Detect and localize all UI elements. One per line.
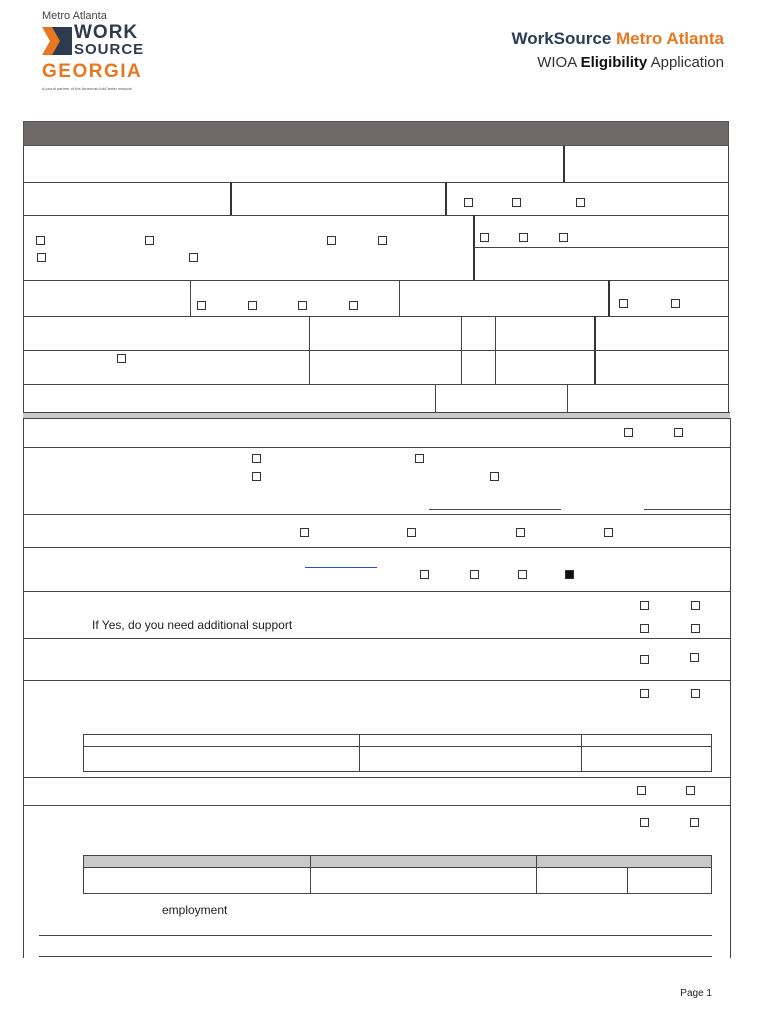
- checkbox[interactable]: [197, 301, 206, 310]
- form-border-right-lower: [730, 418, 731, 958]
- checkbox[interactable]: [300, 528, 309, 537]
- checkbox[interactable]: [512, 198, 521, 207]
- checkbox[interactable]: [327, 236, 336, 245]
- checkbox[interactable]: [145, 236, 154, 245]
- checkbox[interactable]: [189, 253, 198, 262]
- checkbox[interactable]: [674, 428, 683, 437]
- row-line: [23, 412, 730, 413]
- row-line: [473, 247, 728, 248]
- table-line: [83, 855, 712, 856]
- checkbox[interactable]: [691, 601, 700, 610]
- table-line: [359, 734, 360, 771]
- checkbox[interactable]: [378, 236, 387, 245]
- row-line: [23, 638, 730, 639]
- checkbox[interactable]: [640, 655, 649, 664]
- support-question: If Yes, do you need additional support: [92, 618, 293, 632]
- write-in-line[interactable]: [644, 509, 730, 510]
- logo-word-work: WORK: [74, 22, 139, 43]
- checkbox[interactable]: [640, 818, 649, 827]
- row-line: [23, 547, 730, 548]
- checkbox[interactable]: [480, 233, 489, 242]
- checkbox[interactable]: [690, 653, 699, 662]
- title-metro-atlanta: Metro Atlanta: [611, 29, 724, 48]
- checkbox[interactable]: [624, 428, 633, 437]
- table-line: [83, 746, 712, 747]
- table-line: [711, 855, 712, 893]
- field-divider: [608, 280, 610, 316]
- logo-word-source: SOURCE: [74, 41, 145, 58]
- checkbox[interactable]: [248, 301, 257, 310]
- checkbox-checked[interactable]: [565, 570, 574, 579]
- row-line: [23, 777, 730, 778]
- checkbox[interactable]: [252, 472, 261, 481]
- row-line: [23, 447, 730, 448]
- table-line: [83, 771, 712, 772]
- title-worksource: WorkSource: [511, 29, 612, 48]
- section-header-band: [23, 121, 729, 146]
- table-line: [536, 855, 537, 893]
- checkbox[interactable]: [37, 253, 46, 262]
- row-line: [23, 350, 728, 351]
- checkbox[interactable]: [691, 624, 700, 633]
- checkbox[interactable]: [518, 570, 527, 579]
- table-line: [83, 855, 84, 893]
- checkbox[interactable]: [490, 472, 499, 481]
- checkbox[interactable]: [619, 299, 628, 308]
- logo-region-text: Metro Atlanta: [42, 10, 107, 22]
- row-line: [23, 280, 728, 281]
- form-border-right: [728, 146, 729, 414]
- checkbox[interactable]: [519, 233, 528, 242]
- checkbox[interactable]: [407, 528, 416, 537]
- row-line: [23, 215, 728, 216]
- write-in-line[interactable]: [39, 956, 712, 957]
- field-divider: [190, 280, 191, 316]
- checkbox[interactable]: [637, 786, 646, 795]
- table-line: [310, 855, 311, 893]
- checkbox[interactable]: [252, 454, 261, 463]
- table-line: [83, 734, 84, 771]
- checkbox[interactable]: [690, 818, 699, 827]
- logo-chevron-icon: [42, 27, 72, 55]
- subtitle-prefix: WIOA: [537, 54, 581, 71]
- write-in-line[interactable]: [429, 509, 561, 510]
- checkbox[interactable]: [470, 570, 479, 579]
- form-border-left-lower: [23, 418, 24, 958]
- table-line: [711, 734, 712, 771]
- hyperlink[interactable]: [305, 567, 377, 568]
- logo-word-georgia: GEORGIA: [42, 61, 143, 82]
- page-number: Page 1: [680, 988, 712, 999]
- document-subtitle: [537, 54, 724, 71]
- checkbox[interactable]: [576, 198, 585, 207]
- logo-tagline: A proud partner of the AmericanJobCenter network: [42, 86, 133, 91]
- row-line: [23, 182, 728, 183]
- document-title: [511, 29, 724, 49]
- checkbox[interactable]: [117, 354, 126, 363]
- row-line: [23, 514, 730, 515]
- checkbox[interactable]: [640, 689, 649, 698]
- subtitle-suffix: Application: [647, 54, 724, 71]
- subtitle-eligibility: Eligibility: [580, 54, 648, 71]
- write-in-line[interactable]: [39, 935, 712, 936]
- checkbox[interactable]: [640, 624, 649, 633]
- checkbox[interactable]: [349, 301, 358, 310]
- table-line: [627, 867, 628, 893]
- table-line: [83, 734, 712, 735]
- checkbox[interactable]: [420, 570, 429, 579]
- field-divider: [435, 384, 436, 412]
- checkbox[interactable]: [671, 299, 680, 308]
- row-line: [23, 316, 728, 317]
- row-line: [23, 591, 730, 592]
- field-divider: [399, 280, 400, 316]
- row-line: [23, 418, 730, 419]
- checkbox[interactable]: [298, 301, 307, 310]
- table-line: [83, 893, 712, 894]
- employment-label: employment: [162, 903, 228, 917]
- field-divider: [230, 182, 232, 216]
- checkbox[interactable]: [516, 528, 525, 537]
- checkbox[interactable]: [640, 601, 649, 610]
- checkbox[interactable]: [686, 786, 695, 795]
- field-divider: [445, 182, 447, 216]
- field-divider: [567, 384, 568, 412]
- table-header-shade: [83, 855, 711, 867]
- table-line: [581, 734, 582, 771]
- row-line: [23, 680, 730, 681]
- row-line: [23, 805, 730, 806]
- checkbox[interactable]: [36, 236, 45, 245]
- row-line: [23, 384, 728, 385]
- field-divider: [563, 146, 565, 182]
- checkbox[interactable]: [691, 689, 700, 698]
- checkbox[interactable]: [415, 454, 424, 463]
- checkbox[interactable]: [464, 198, 473, 207]
- checkbox[interactable]: [559, 233, 568, 242]
- table-line: [83, 867, 712, 868]
- checkbox[interactable]: [604, 528, 613, 537]
